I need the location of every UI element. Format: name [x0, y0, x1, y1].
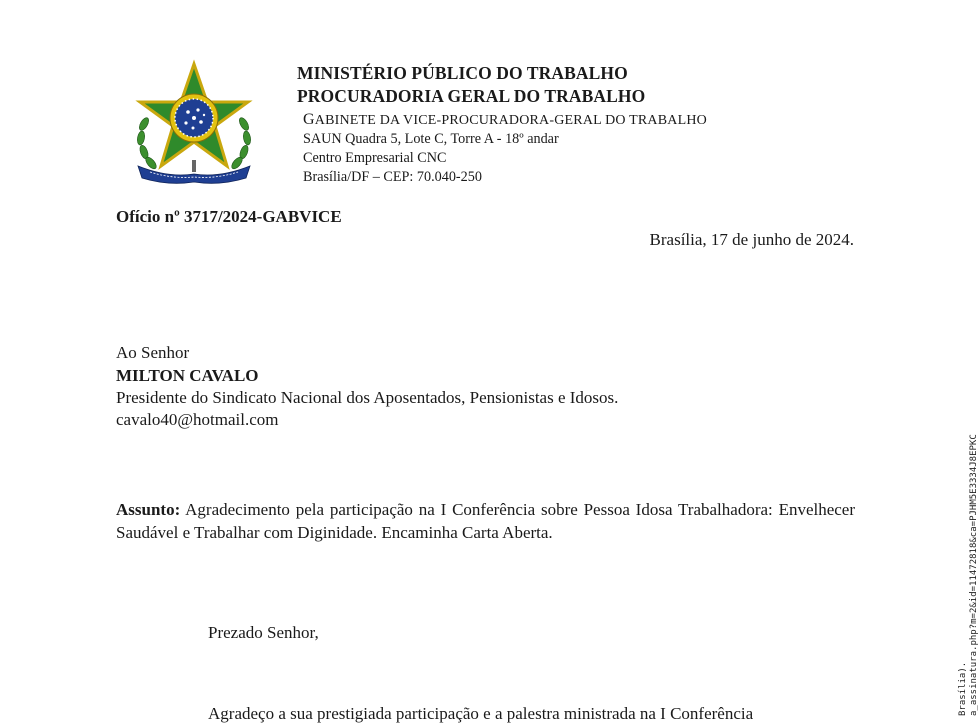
office-name [303, 111, 707, 129]
stamp-line-2[interactable]: a_assinatura.php?m=2&id=11472818&ca=PJHM5E3334J8EPKC [969, 434, 979, 716]
subject-text: Agradecimento pela participação na I Conferência sobre Pessoa Idosa Trabalhadora: Envelhecer Saudável e Trabalhar com Diginidade. Encaminha Carta Aberta. [116, 500, 856, 542]
recipient-email[interactable]: cavalo40@hotmail.com [116, 410, 279, 429]
org-name-line-2: PROCURADORIA GERAL DO TRABALHO [297, 86, 646, 106]
office-name-initial: G [303, 111, 315, 128]
address-line-1: SAUN Quadra 5, Lote C, Torre A - 18º andar [303, 131, 559, 147]
stamp-line-1: Brasília). [958, 661, 968, 716]
org-name-line-1: MINISTÉRIO PÚBLICO DO TRABALHO [297, 63, 628, 83]
signature-verification-stamp [958, 434, 980, 716]
letter-number: Ofício nº 3717/2024-GABVICE [116, 207, 342, 226]
subject-paragraph [116, 499, 855, 544]
recipient-name: MILTON CAVALO [116, 366, 259, 385]
body-paragraph: Agradeço a sua prestigiada participação e a palestra ministrada na I Conferência [208, 704, 754, 723]
place-date: Brasília, 17 de junho de 2024. [649, 230, 854, 249]
address-line-2: Centro Empresarial CNC [303, 150, 447, 166]
recipient-salutation: Ao Senhor [116, 343, 190, 362]
greeting: Prezado Senhor, [208, 623, 319, 642]
subject-label: Assunto: [116, 500, 181, 519]
recipient-title: Presidente do Sindicato Nacional dos Aposentados, Pensionistas e Idosos. [116, 388, 619, 407]
sword-icon [192, 160, 196, 172]
address-line-3: Brasília/DF – CEP: 70.040-250 [303, 169, 482, 185]
office-name-rest: ABINETE DA VICE-PROCURADORA-GERAL DO TRABALHO [314, 113, 707, 128]
coat-of-arms-emblem [128, 62, 260, 186]
